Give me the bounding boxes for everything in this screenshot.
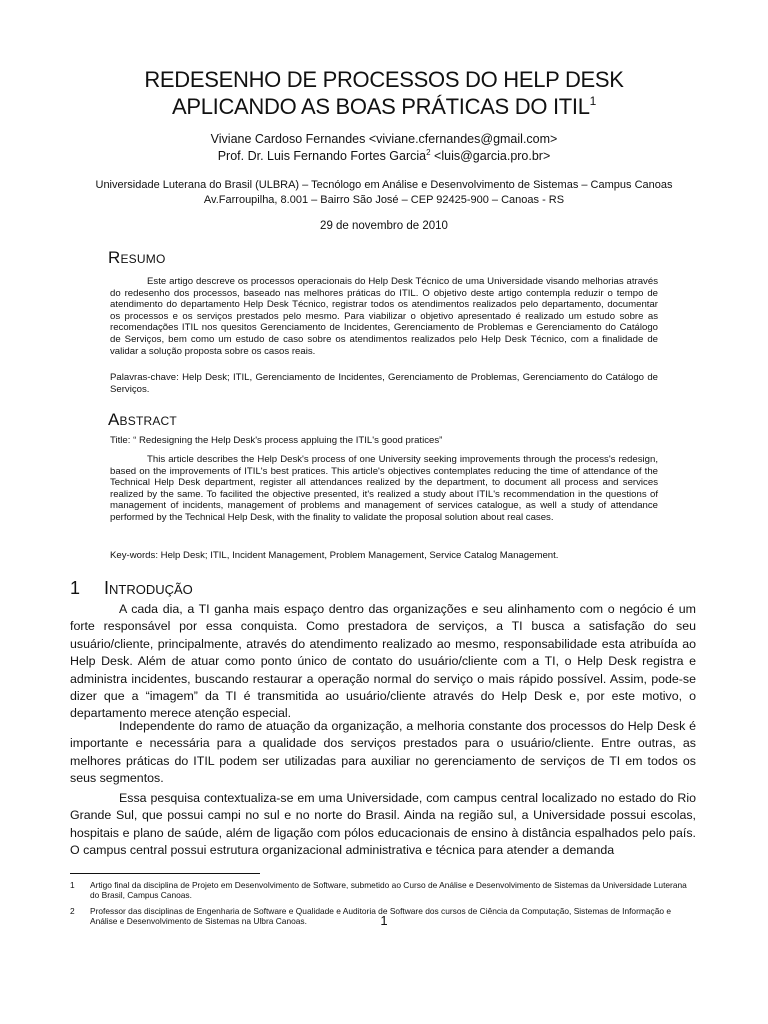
author-2 [60,148,708,165]
title-line-1: REDESENHO DE PROCESSOS DO HELP DESK [144,67,624,92]
section-1-number: 1 [70,578,81,598]
publication-date: 29 de novembro de 2010 [320,220,448,232]
abstract-text: This article describes the Help Desk's process of one University seeking improvements through the process's redesign, based on the improvements of ITIL's best pratices. This article's objectives contemplates reducing the time of attendance of the Technical Help Desk department, register all attendances realized by the department, to document all process and services realized by the same. To facilited the objective presented, it's realized a study about ITIL's recommendation in the questions of management of incidents, management of problems and management of services catalogue, as well a study of attendance performed by the Technical Help Desk, with the finality to validate the proposal solution about real cases. [110,454,658,523]
footnote-2-text: Professor das disciplinas de Engenharia de Software e Qualidade e Auditoria de Software dos cursos de Ciência da Computação, Sistemas de Informação e Análise e Desenvolvimento de Sistemas na Ulbra Canoas. [90,906,671,927]
abstract-title-line: Title: “ Redesigning the Help Desk's process appluing the ITIL's good pratices” [110,435,443,446]
intro-paragraph-2: Independente do ramo de atuação da organização, a melhoria constante dos processos do Help Desk é importante e necessária para a qualidade dos serviços prestados para o usuário/cliente. Entre outras, as melhores práticas do ITIL podem ser utilizadas para auxiliar no gerenciamento de serviços de TI em todos os seus segmentos. [70,719,696,786]
footnote-2-number: 2 [70,906,75,916]
author-2-footnote-mark: 2 [426,148,431,157]
intro-paragraph-3: Essa pesquisa contextualiza-se em uma Universidade, com campus central localizado no estado do Rio Grande Sul, que possui campi no sul e no norte do Brasil. Ainda na região sul, a Universidade possui escolas, hospitais e plano de saúde, além de ligação com pólos educacionais de ensino à distância espalhados pelo país. O campus central possui estrutura organizacional administrativa e técnica para atender a demanda [70,791,696,858]
section-1-title: Introdução [104,578,193,598]
page-number: 1 [380,913,388,928]
affiliation-line-1: Universidade Luterana do Brasil (ULBRA) – Tecnólogo em Análise e Desenvolvimento de Sistemas – Campus Canoas [95,179,673,191]
section-1-heading [70,577,193,599]
abstract-keywords: Key-words: Help Desk; ITIL, Incident Management, Problem Management, Service Catalog Management. [110,550,559,561]
affiliation [40,178,728,208]
footnote-1 [70,880,696,900]
author-1: Viviane Cardoso Fernandes <viviane.cfernandes@gmail.com> [210,132,558,146]
footnote-divider [70,873,260,874]
paper-title [60,66,708,120]
title-footnote-mark: 1 [589,94,597,108]
resumo-heading: Resumo [108,248,166,267]
footnote-1-text: Artigo final da disciplina de Projeto em Desenvolvimento de Software, submetido ao Curso de Análise e Desenvolvimento de Sistemas da Universidade Luterana do Brasil, Campus Canoas. [90,880,687,901]
abstract-heading: Abstract [108,410,177,429]
affiliation-line-2: Av.Farroupilha, 8.001 – Bairro São José – CEP 92425-900 – Canoas - RS [203,194,565,206]
resumo-text: Este artigo descreve os processos operacionais do Help Desk Técnico de uma Universidade visando melhorias através do redesenho dos processos, baseado nas melhores práticas do ITIL. O objetivo deste artigo contempla reduzir o tempo de atendimento do departamento Help Desk Técnico, registrar todos os atendimentos realizados pelo departamento, documentar os processos e os serviços prestados pelo mesmo. Para viabilizar o objetivo apresentado é realizado um estudo sobre as recomendações ITIL nos quesitos Gerenciamento de Incidentes, Gerenciamento de Problemas e Gerenciamento do Catálogo de Serviços, bem como um estudo de caso sobre os atendimentos realizados pelo Help Desk Técnico, com a finalidade de validar a solução proposta sobre os casos reais. [110,276,658,357]
author-2-email: <luis@garcia.pro.br> [430,149,551,163]
author-list [60,131,708,165]
title-line-2 [60,93,708,120]
author-2-name: Prof. Dr. Luis Fernando Fortes Garcia [217,149,427,163]
title-line-2-text: APLICANDO AS BOAS PRÁTICAS DO ITIL [171,94,590,119]
resumo-keywords: Palavras-chave: Help Desk; ITIL, Gerenciamento de Incidentes, Gerenciamento de Problemas, Gerenciamento do Catálogo de Serviços. [110,372,658,395]
intro-paragraph-1: A cada dia, a TI ganha mais espaço dentro das organizações e seu alinhamento com o negócio é um forte responsável por essa conquista. Como prestadora de serviços, a TI busca a satisfação do seu usuário/cliente, principalmente, através do atendimento realizado ao mesmo, responsabilidade esta atribuída ao Help Desk. Além de atuar como ponto único de contato do usuário/cliente com a TI, o Help Desk registra e administra incidentes, buscando restaurar a operação normal do serviço o mais rápido possível. Assim, pode-se dizer que a “imagem” da TI é transmitida ao usuário/cliente através do Help Desk e, por este motivo, o departamento merece atenção especial. [70,602,696,721]
footnote-1-number: 1 [70,880,75,890]
